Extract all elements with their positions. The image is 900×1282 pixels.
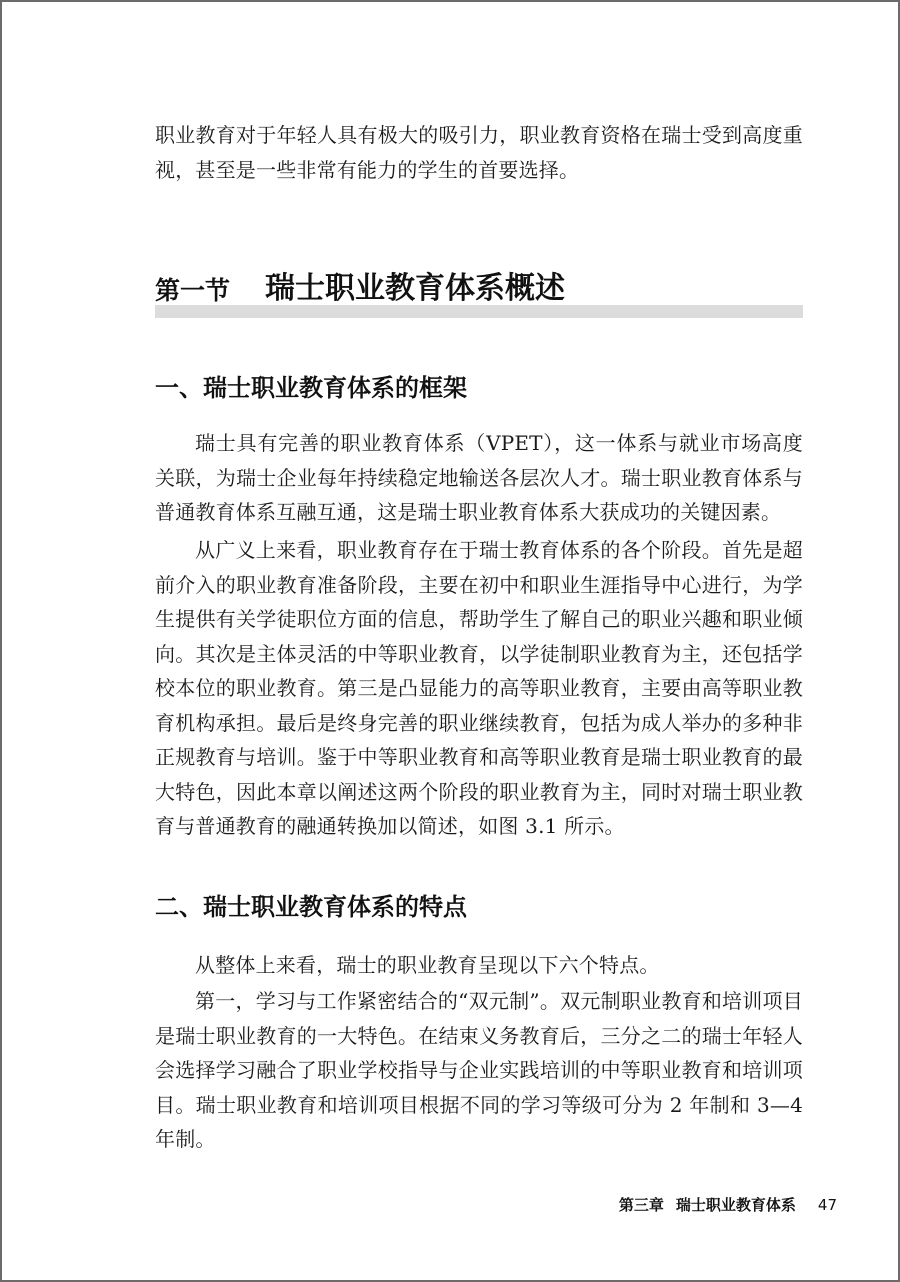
page-number: 47 xyxy=(817,1196,837,1214)
footer-chapter: 第三章 xyxy=(618,1196,664,1214)
paragraph-features-1: 从整体上来看，瑞士的职业教育呈现以下六个特点。 xyxy=(195,953,660,977)
subsection-heading-features: 二、瑞士职业教育体系的特点 xyxy=(155,893,467,921)
intro-paragraph: 职业教育对于年轻人具有极大的吸引力，职业教育资格在瑞士受到高度重视，甚至是一些非常有能力的学生的首要选择。 xyxy=(155,123,803,182)
footer-chapter-title: 瑞士职业教育体系 xyxy=(675,1196,796,1214)
subsection-heading-framework: 一、瑞士职业教育体系的框架 xyxy=(155,374,467,402)
paragraph-features-2: 第一，学习与工作紧密结合的“双元制”。双元制职业教育和培训项目是瑞士职业教育的一大特色。在结束义务教育后，三分之二的瑞士年轻人会选择学习融合了职业学校指导与企业实践培训的中等职业教育和培训项目。瑞士职业教育和培训项目根据不同的学习等级可分为 2 年制和 3—4 年制。 xyxy=(155,989,803,1151)
section-title: 瑞士职业教育体系概述 xyxy=(265,271,565,306)
page-footer xyxy=(619,1194,837,1216)
paragraph-framework-1: 瑞士具有完善的职业教育体系（VPET），这一体系与就业市场高度关联，为瑞士企业每年持续稳定地输送各层次人才。瑞士职业教育体系与普通教育体系互融互通，这是瑞士职业教育体系大获成功的关键因素。 xyxy=(155,431,803,524)
section-heading xyxy=(155,272,803,318)
paragraph-framework-2: 从广义上来看，职业教育存在于瑞士教育体系的各个阶段。首先是超前介入的职业教育准备阶段，主要在初中和职业生涯指导中心进行，为学生提供有关学徒职位方面的信息，帮助学生了解自己的职业兴趣和职业倾向。其次是主体灵活的中等职业教育，以学徒制职业教育为主，还包括学校本位的职业教育。第三是凸显能力的高等职业教育，主要由高等职业教育机构承担。最后是终身完善的职业继续教育，包括为成人举办的多种非正规教育与培训。鉴于中等职业教育和高等职业教育是瑞士职业教育的最大特色，因此本章以阐述这两个阶段的职业教育为主，同时对瑞士职业教育与普通教育的融通转换加以简述，如图 3.1 所示。 xyxy=(155,538,803,838)
section-number: 第一节 xyxy=(155,276,231,305)
